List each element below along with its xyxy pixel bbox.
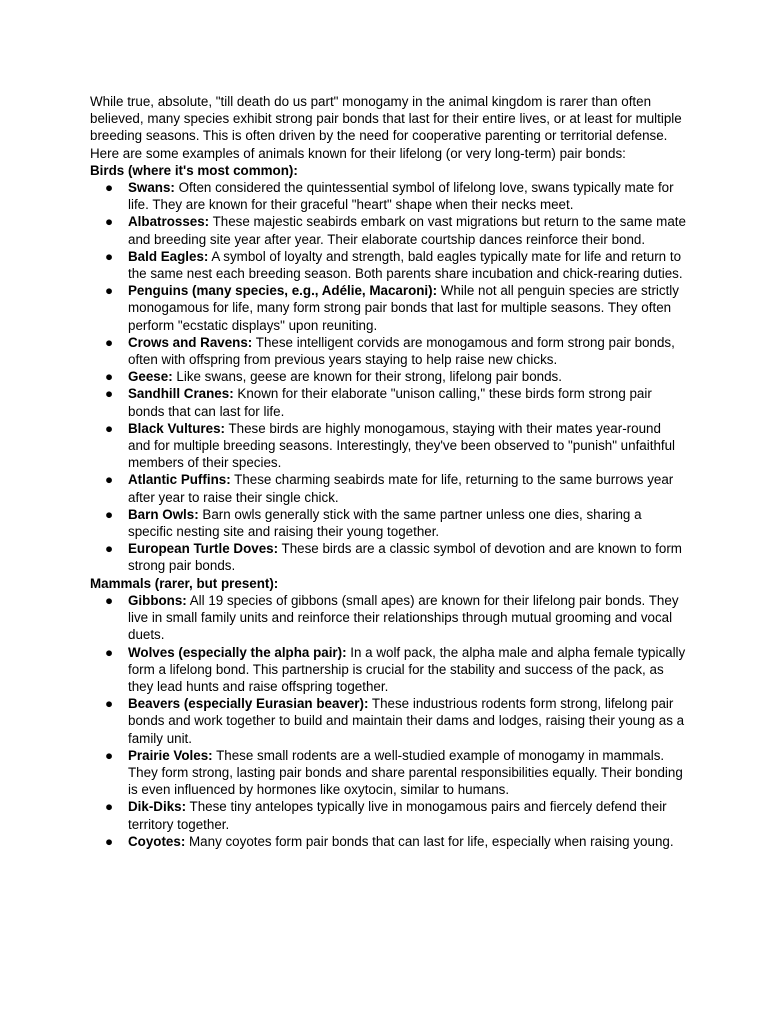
list-item: [105, 282, 686, 334]
bullet-icon: ●: [105, 214, 114, 230]
item-description: In a wolf pack, the alpha male and alpha female typically form a lifelong bond. This partnership is crucial for the stability and success of the pack, as they lead hunts and raise offspring together.: [128, 644, 686, 694]
bullet-icon: ●: [105, 369, 114, 385]
list-item: [105, 179, 686, 213]
bullet-icon: ●: [105, 420, 114, 436]
list-item: [105, 471, 686, 505]
list-item: [105, 798, 686, 832]
item-term: Dik-Diks:: [128, 799, 187, 815]
bullet-icon: ●: [105, 833, 114, 849]
bullet-icon: ●: [105, 541, 114, 557]
section-heading: Mammals (rarer, but present):: [90, 575, 279, 591]
list-item: [105, 695, 686, 747]
item-description: Known for their elaborate "unison calling," these birds form strong pair bonds that can last for life.: [128, 386, 652, 419]
bullet-icon: ●: [105, 283, 114, 299]
bullet-icon: ●: [105, 506, 114, 522]
bullet-icon: ●: [105, 799, 114, 815]
item-description: These charming seabirds mate for life, returning to the same burrows year after year to raise their single chick.: [128, 472, 674, 505]
bullet-icon: ●: [105, 248, 114, 264]
item-term: Prairie Voles:: [128, 747, 213, 763]
item-description: These small rodents are a well-studied example of monogamy in mammals. They form strong, lasting pair bonds and share parental responsibilities equally. Their bonding is even influenced by hormones like oxytocin, similar to humans.: [128, 747, 683, 798]
bullet-icon: ●: [105, 592, 114, 608]
item-term: Barn Owls:: [128, 506, 199, 522]
bullet-list: [90, 592, 686, 850]
list-item: [105, 334, 686, 368]
section-heading: Birds (where it's most common):: [90, 162, 298, 178]
bullet-icon: ●: [105, 180, 114, 196]
item-description: Barn owls generally stick with the same partner unless one dies, sharing a specific nesting site and raising their young together.: [128, 506, 642, 540]
item-description: These birds are a classic symbol of devotion and are known to form strong pair bonds.: [128, 541, 682, 574]
list-item: [105, 506, 686, 540]
item-description: Often considered the quintessential symbol of lifelong love, swans typically mate for life. They are known for their graceful "heart" shape when their necks meet.: [128, 180, 674, 213]
item-description: These intelligent corvids are monogamous and form strong pair bonds, often with offspring from previous years staying to help raise new chicks.: [128, 334, 675, 368]
item-description: Many coyotes form pair bonds that can last for life, especially when raising young.: [185, 833, 674, 849]
item-term: Penguins (many species, e.g., Adélie, Macaroni):: [128, 283, 438, 299]
item-term: Atlantic Puffins:: [128, 472, 231, 488]
item-term: European Turtle Doves:: [128, 541, 279, 557]
item-term: Geese:: [128, 369, 173, 385]
item-description: A symbol of loyalty and strength, bald eagles typically mate for life and return to the same nest each breeding season. Both parents share incubation and chick-rearing duties.: [128, 248, 683, 282]
bullet-icon: ●: [105, 334, 114, 350]
bullet-icon: ●: [105, 386, 114, 402]
item-description: These birds are highly monogamous, staying with their mates year-round and for multiple breeding seasons. Interestingly, they've been observed to "punish" unfaithful members of their species.: [128, 420, 676, 471]
list-item: [105, 540, 686, 574]
item-description: While not all penguin species are strictly monogamous for life, many form strong pair bonds that last for multiple seasons. They often perform "ecstatic displays" upon reuniting.: [128, 283, 679, 333]
item-term: Coyotes:: [128, 833, 186, 849]
list-item: [105, 420, 686, 472]
document-page: [90, 93, 686, 850]
item-description: All 19 species of gibbons (small apes) are known for their lifelong pair bonds. They live in small family units and reinforce their relationships through mutual grooming and vocal duets.: [128, 592, 679, 643]
item-term: Wolves (especially the alpha pair):: [128, 644, 347, 660]
item-term: Gibbons:: [128, 592, 187, 608]
intro-paragraph: While true, absolute, "till death do us part" monogamy in the animal kingdom is rarer than often believed, many species exhibit strong pair bonds that last for their entire lives, or at least for multiple breeding seasons. This is often driven by the need for cooperative parenting or territorial defense.: [90, 94, 682, 144]
item-term: Bald Eagles:: [128, 248, 209, 264]
bullet-icon: ●: [105, 696, 114, 712]
item-description: These tiny antelopes typically live in monogamous pairs and fiercely defend their territory together.: [128, 799, 667, 832]
list-item: [105, 644, 686, 696]
item-description: Like swans, geese are known for their strong, lifelong pair bonds.: [172, 369, 562, 385]
bullet-list: [90, 179, 686, 575]
list-item: [105, 592, 686, 644]
list-item: [105, 385, 686, 419]
item-term: Swans:: [128, 180, 175, 196]
list-item: [105, 747, 686, 799]
item-term: Black Vultures:: [128, 420, 225, 436]
list-item: [105, 213, 686, 247]
bullet-icon: ●: [105, 747, 114, 763]
bullet-icon: ●: [105, 644, 114, 660]
item-term: Crows and Ravens:: [128, 334, 253, 350]
item-term: Albatrosses:: [128, 214, 210, 230]
item-term: Sandhill Cranes:: [128, 386, 234, 402]
item-description: These industrious rodents form strong, lifelong pair bonds and work together to build and maintain their dams and lodges, raising their young as a family unit.: [128, 696, 685, 746]
lead-sentence: Here are some examples of animals known for their lifelong (or very long-term) pair bonds:: [90, 145, 626, 161]
item-term: Beavers (especially Eurasian beaver):: [128, 696, 369, 712]
list-item: [105, 833, 686, 850]
bullet-icon: ●: [105, 472, 114, 488]
list-item: [105, 368, 686, 385]
list-item: [105, 248, 686, 282]
sections-container: [90, 162, 686, 850]
item-description: These majestic seabirds embark on vast migrations but return to the same mate and breeding site year after year. Their elaborate courtship dances reinforce their bond.: [128, 214, 686, 247]
